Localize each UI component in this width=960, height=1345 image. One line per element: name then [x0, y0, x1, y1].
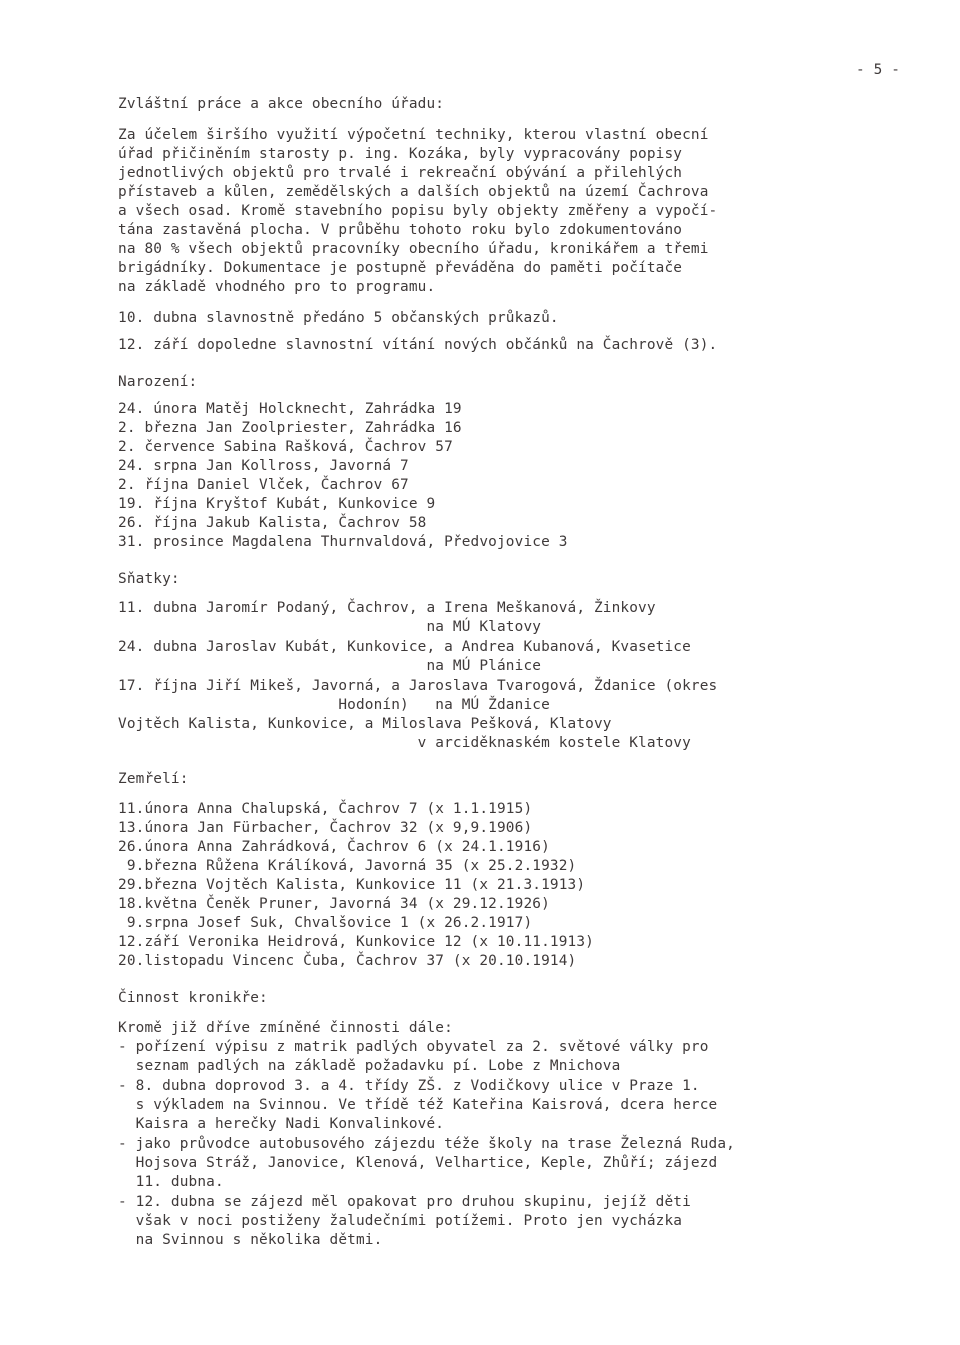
section-heading-deaths: Zemřelí: [118, 771, 189, 787]
list-item: 26.února Anna Zahrádková, Čachrov 6 (x 24.1.1916) [118, 839, 550, 855]
list-item: 12.září Veronika Heidrová, Kunkovice 12 (x 10.11.1913) [118, 934, 594, 950]
text-line: na Svinnou s několika dětmi. [118, 1232, 383, 1248]
list-item: 24. února Matěj Holcknecht, Zahrádka 19 [118, 401, 462, 417]
list-item: 19. října Kryštof Kubát, Kunkovice 9 [118, 496, 436, 512]
section-heading-chronicler: Činnost kronikře: [118, 990, 268, 1006]
text-line: 11. dubna. [118, 1174, 224, 1190]
list-item: 2. října Daniel Vlček, Čachrov 67 [118, 477, 409, 493]
list-item: 2. března Jan Zoolpriester, Zahrádka 16 [118, 420, 462, 436]
text-line: Kromě již dříve zmíněné činnosti dále: [118, 1020, 453, 1036]
list-item: 18.května Čeněk Pruner, Javorná 34 (x 29.12.1926) [118, 896, 550, 912]
list-item: 13.února Jan Fürbacher, Čachrov 32 (x 9,9.1906) [118, 820, 533, 836]
text-line: přístaveb a kůlen, zemědělských a dalších objektů na území Čachrova [118, 184, 709, 200]
list-item: 20.listopadu Vincenc Čuba, Čachrov 37 (x 20.10.1914) [118, 953, 577, 969]
list-item: 9.srpna Josef Suk, Chvalšovice 1 (x 26.2.1917) [118, 915, 533, 931]
text-line: však v noci postiženy žaludečními potížemi. Proto jen vycházka [118, 1213, 683, 1229]
list-item: na MÚ Klatovy [118, 619, 542, 635]
page-number: - 5 - [856, 62, 901, 78]
text-line: na 80 % všech objektů pracovníky obecního úřadu, kronikářem a třemi [118, 241, 709, 257]
text-line: seznam padlých na základě požadavku pí. Lobe z Mnichova [118, 1058, 621, 1074]
list-item: 26. října Jakub Kalista, Čachrov 58 [118, 515, 427, 531]
section-heading-work: Zvláštní práce a akce obecního úřadu: [118, 96, 445, 112]
list-item: - 8. dubna doprovod 3. a 4. třídy ZŠ. z Vodičkovy ulice v Praze 1. [118, 1078, 700, 1094]
list-item: - jako průvodce autobusového zájezdu téže školy na trase Železná Ruda, [118, 1136, 735, 1152]
text-line: Kaisra a herečky Nadi Konvalinkové. [118, 1116, 445, 1132]
list-item: 11.února Anna Chalupská, Čachrov 7 (x 1.1.1915) [118, 801, 533, 817]
list-item: - pořízení výpisu z matrik padlých obyvatel za 2. světové války pro [118, 1039, 709, 1055]
list-item: - 12. dubna se zájezd měl opakovat pro druhou skupinu, jejíž děti [118, 1194, 691, 1210]
list-item: 9.března Růžena Králíková, Javorná 35 (x 25.2.1932) [118, 858, 577, 874]
list-item: 2. července Sabina Rašková, Čachrov 57 [118, 439, 453, 455]
list-item: 11. dubna Jaromír Podaný, Čachrov, a Irena Meškanová, Žinkovy [118, 600, 656, 616]
list-item: v arciděknaském kostele Klatovy [118, 735, 691, 751]
text-line: s výkladem na Svinnou. Ve třídě též Kateřina Kaisrová, dcera herce [118, 1097, 718, 1113]
list-item: 17. října Jiří Mikeš, Javorná, a Jaroslava Tvarogová, Ždanice (okres [118, 678, 718, 694]
text-line: Hojsova Stráž, Janovice, Klenová, Velhartice, Keple, Zhůří; zájezd [118, 1155, 718, 1171]
event-line: 12. září dopoledne slavnostní vítání nových občánků na Čachrově (3). [118, 337, 718, 353]
list-item: 24. dubna Jaroslav Kubát, Kunkovice, a Andrea Kubanová, Kvasetice [118, 639, 691, 655]
text-line: Za účelem širšího využití výpočetní techniky, kterou vlastní obecní [118, 127, 709, 143]
text-line: na základě vhodného pro to programu. [118, 279, 436, 295]
list-item: 31. prosince Magdalena Thurnvaldová, Předvojovice 3 [118, 534, 568, 550]
section-heading-marriages: Sňatky: [118, 571, 180, 587]
text-line: tána zastavěná plocha. V průběhu tohoto roku bylo zdokumentováno [118, 222, 683, 238]
list-item: 29.března Vojtěch Kalista, Kunkovice 11 (x 21.3.1913) [118, 877, 586, 893]
list-item: na MÚ Plánice [118, 658, 542, 674]
text-line: brigádníky. Dokumentace je postupně převáděna do paměti počítače [118, 260, 683, 276]
list-item: 24. srpna Jan Kollross, Javorná 7 [118, 458, 409, 474]
text-line: a všech osad. Kromě stavebního popisu byly objekty změřeny a vypočí- [118, 203, 718, 219]
list-item: Hodonín) na MÚ Ždanice [118, 697, 550, 713]
text-line: jednotlivých objektů pro trvalé i rekreační obývání a přilehlých [118, 165, 683, 181]
section-heading-births: Narození: [118, 374, 198, 390]
list-item: Vojtěch Kalista, Kunkovice, a Miloslava Pešková, Klatovy [118, 716, 612, 732]
text-line: úřad přičiněním starosty p. ing. Kozáka, byly vypracovány popisy [118, 146, 683, 162]
event-line: 10. dubna slavnostně předáno 5 občanských průkazů. [118, 310, 559, 326]
